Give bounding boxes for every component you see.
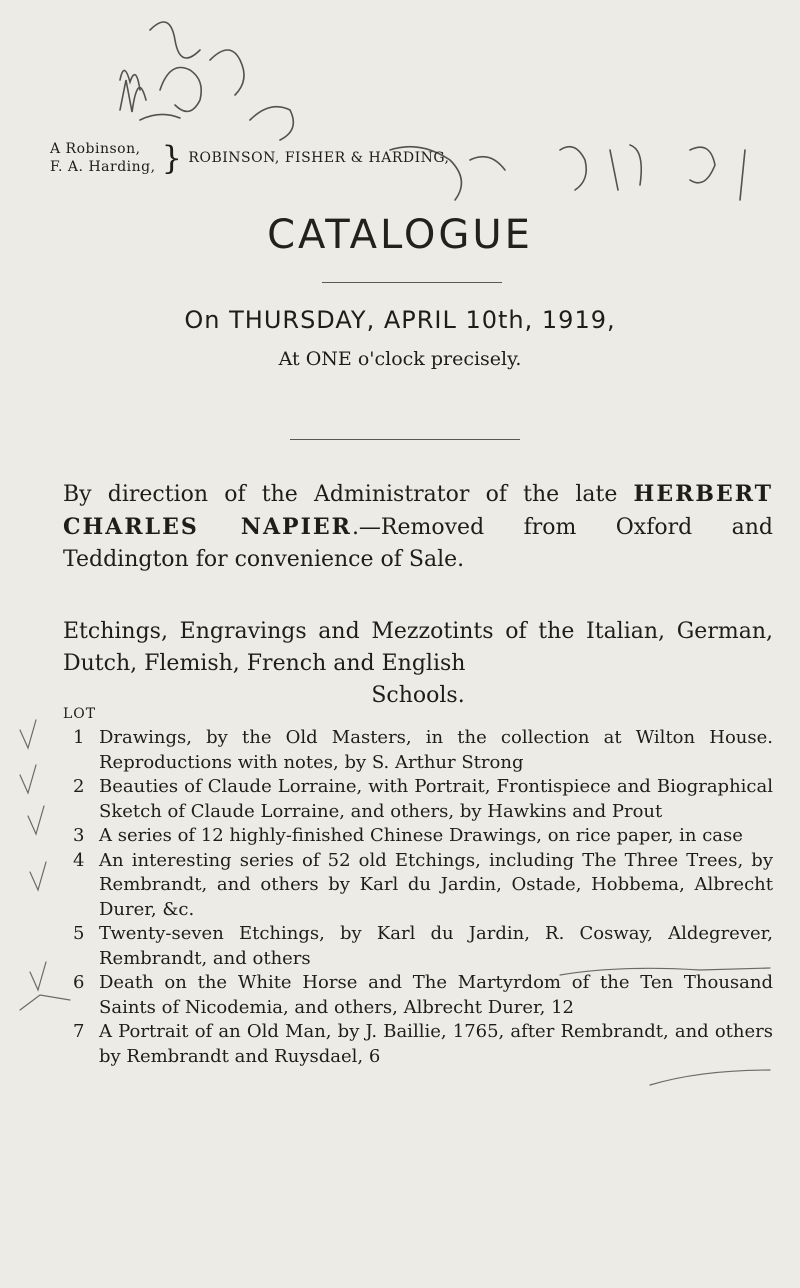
sale-time: At ONE o'clock precisely.	[278, 348, 522, 370]
lot-number: 1	[73, 727, 85, 748]
lot-number: 4	[73, 849, 85, 871]
administrator-name: HERBERT CHARLES NAPIER	[63, 481, 773, 540]
list-item	[63, 1020, 773, 1069]
lot-column-heading: LOT	[63, 706, 97, 722]
lot-number: 7	[73, 1021, 85, 1042]
lot-number: 2	[73, 776, 85, 797]
lot-description: An interesting series of 52 old Etchings, including The Three Trees, by Rembrandt, and others by Karl du Jardin, Ostade, Hobbema, Albrecht Durer, &c.	[99, 849, 773, 920]
list-item	[63, 971, 773, 1020]
lot-description: A Portrait of an Old Man, by J. Baillie, 1765, after Rembrandt, and others by Rembrandt and Ruysdael, 6	[99, 1021, 773, 1067]
page-title: CATALOGUE	[267, 212, 533, 258]
partner-harding: F. A. Harding,	[50, 159, 156, 175]
subject-last-line: Schools.	[371, 683, 465, 708]
divider-rule	[290, 439, 520, 440]
lot-description: Beauties of Claude Lorraine, with Portrait, Frontispiece and Biographical Sketch of Claude Lorraine, and others, by Hawkins and Prout	[99, 776, 773, 822]
list-item	[63, 726, 773, 775]
list-item	[63, 922, 773, 971]
direction-paragraph	[63, 478, 773, 576]
lot-description: A series of 12 highly-finished Chinese Drawings, on rice paper, in case	[99, 825, 743, 846]
divider-rule	[322, 282, 502, 283]
brace-symbol: }	[161, 139, 183, 177]
subject-line: Etchings, Engravings and Mezzotints of the Italian, German, Dutch, Flemish, French and English	[63, 619, 773, 676]
sale-subject-heading	[63, 616, 773, 712]
lot-number: 6	[73, 972, 85, 993]
lot-description: Death on the White Horse and The Martyrdom of the Ten Thousand Saints of Nicodemia, and others, Albrecht Durer, 12	[99, 972, 773, 1018]
lot-number: 3	[73, 825, 85, 846]
list-item	[63, 824, 773, 849]
direction-suffix: .—Removed from Oxford and Teddington for convenience of Sale.	[63, 515, 773, 572]
sale-date: On THURSDAY, APRIL 10th, 1919,	[184, 306, 616, 334]
list-item	[63, 849, 773, 923]
direction-prefix: By direction of the Administrator of the late	[63, 482, 618, 507]
firm-name: ROBINSON, FISHER & HARDING,	[188, 150, 450, 166]
list-item	[63, 775, 773, 824]
lot-number: 5	[73, 923, 85, 944]
lot-description: Drawings, by the Old Masters, in the collection at Wilton House. Reproductions with notes, by S. Arthur Strong	[99, 727, 773, 773]
lot-description: Twenty-seven Etchings, by Karl du Jardin, R. Cosway, Aldegrever, Rembrandt, and others	[99, 923, 773, 969]
auctioneers-line	[50, 140, 450, 176]
partner-robinson: A Robinson,	[50, 141, 141, 157]
lot-list	[63, 726, 773, 1069]
partner-names	[50, 140, 156, 176]
